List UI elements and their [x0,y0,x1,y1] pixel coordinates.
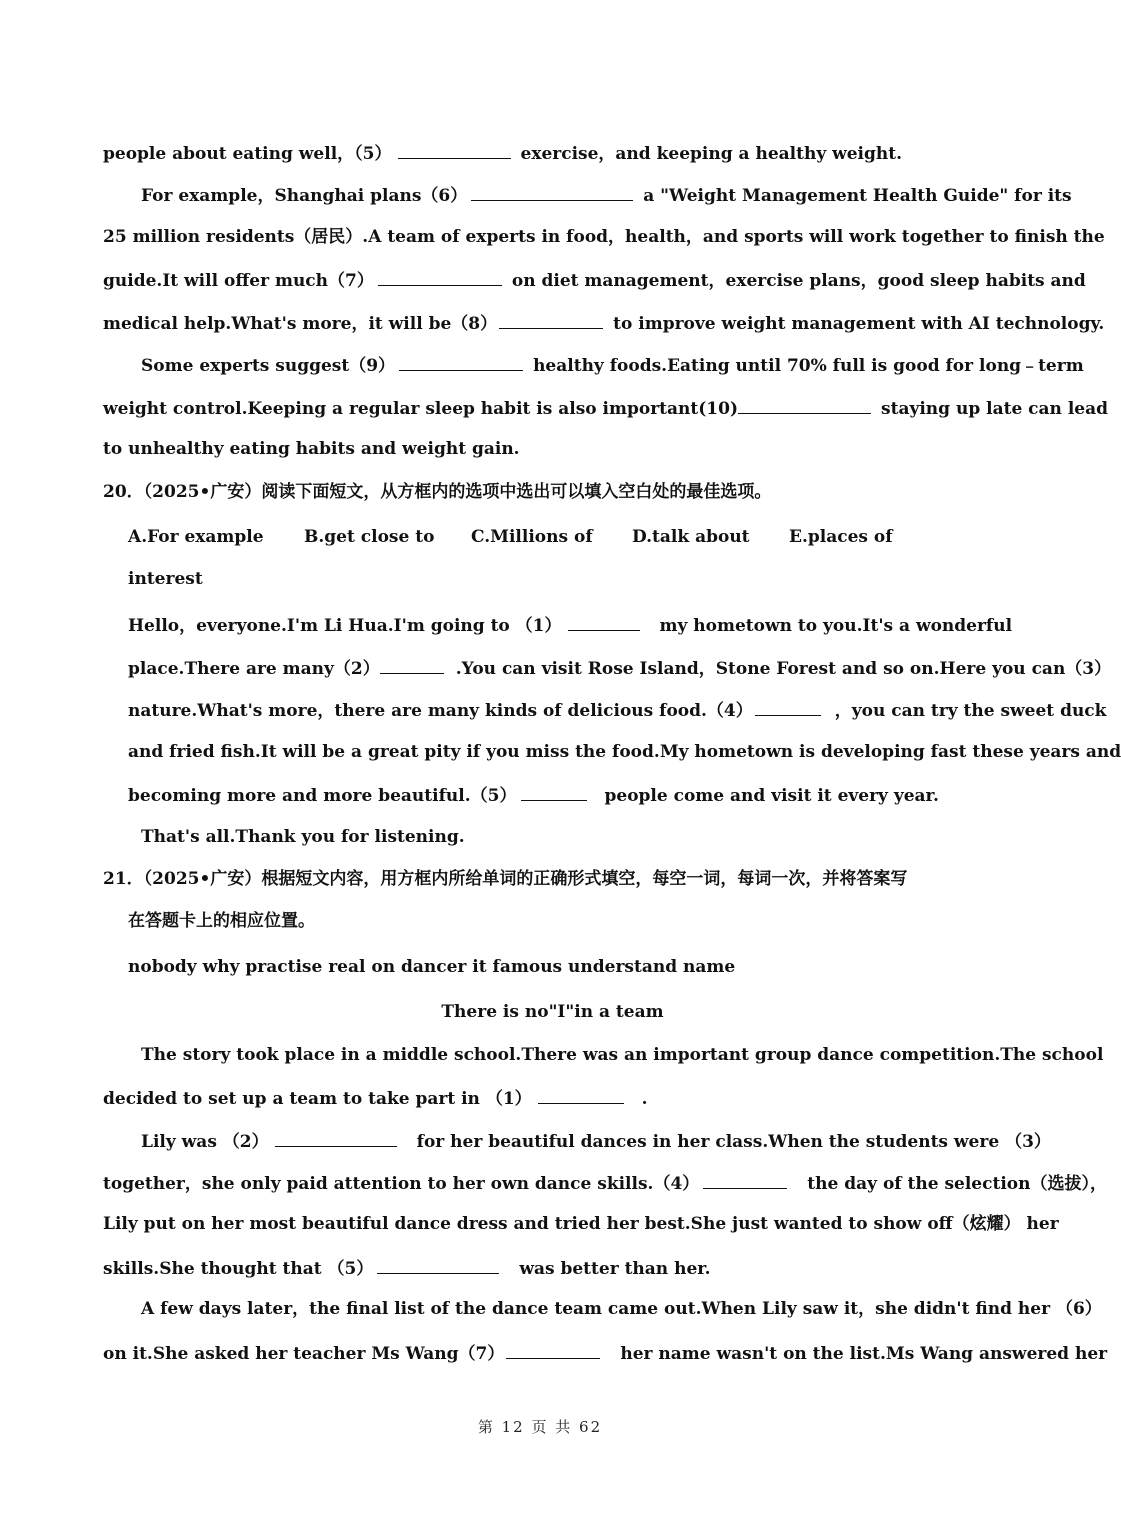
answer-blank[interactable] [738,395,871,414]
text-segment: .You can visit Rose Island，Stone Forest and so on.Here you can（3） [455,659,1112,679]
option-d: D.talk about [632,527,750,547]
text-line: and fried fish.It will be a great pity if you miss the food.My hometown is developing fast these years and [128,742,1121,762]
text-line [103,1255,711,1281]
text-segment: was better than her. [519,1259,711,1279]
page-footer: 第 12 页 共 62 [477,1418,603,1436]
answer-blank[interactable] [471,182,633,201]
text-line [103,267,1086,293]
text-line [141,1128,1051,1154]
text-segment: healthy foods.Eating until 70% full is good for long﹣term [533,356,1084,376]
text-segment: becoming more and more beautiful.（5） [128,786,517,806]
question-heading: 20．（2025•广安）阅读下面短文，从方框内的选项中选出可以填入空白处的最佳选项。 [103,482,772,502]
text-line: That's all.Thank you for listening. [141,827,465,847]
option-e: E.places of [789,527,893,547]
text-line [103,1085,648,1111]
text-segment: decided to set up a team to take part in （1） [103,1089,532,1109]
text-segment: my hometown to you.It's a wonderful [659,616,1013,636]
text-line: 25 million residents（居民）.A team of experts in food，health，and sports will work together to finish the [103,227,1105,247]
option-a: A.For example [128,527,264,547]
text-segment: Hello，everyone.I'm Li Hua.I'm going to （1） [128,616,562,636]
text-segment: for her beautiful dances in her class.When the students were （3） [416,1132,1051,1152]
text-segment: staying up late can lead [881,399,1109,419]
answer-blank[interactable] [755,697,821,716]
answer-blank[interactable] [506,1340,600,1359]
text-line [103,310,1104,336]
options-row [128,525,893,549]
text-segment: . [641,1089,648,1109]
answer-blank[interactable] [378,267,502,286]
answer-blank[interactable] [521,782,587,801]
text-segment: place.There are many（2） [128,659,380,679]
text-segment: Some experts suggest（9） [141,356,396,376]
answer-blank[interactable] [568,612,640,631]
answer-blank[interactable] [399,352,523,371]
text-line [103,395,1108,421]
text-segment: together，she only paid attention to her own dance skills.（4） [103,1174,700,1194]
text-line: Lily put on her most beautiful dance dress and tried her best.She just wanted to show off（炫耀） her [103,1214,1059,1234]
text-segment: medical help.What's more，it will be（8） [103,314,498,334]
answer-blank[interactable] [398,140,511,159]
text-line: to unhealthy eating habits and weight gain. [103,439,520,459]
text-line [103,1340,1107,1366]
option-b: B.get close to [304,527,435,547]
question-heading-cont: 在答题卡上的相应位置。 [128,911,315,931]
text-segment: to improve weight management with AI technology. [613,314,1105,334]
text-segment: the day of the selection（选拔）， [807,1174,1107,1194]
text-line [128,697,1106,723]
text-segment: ，you can try the sweet duck [834,701,1107,721]
text-segment: For example，Shanghai plans（6） [141,186,468,206]
options-row-cont: interest [128,569,203,589]
passage-title: There is no"I"in a team [441,1002,664,1022]
text-segment: people come and visit it every year. [604,786,939,806]
answer-blank[interactable] [538,1085,624,1104]
text-line: A few days later，the final list of the dance team came out.When Lily saw it，she didn't find her （6） [141,1299,1102,1319]
text-segment: exercise，and keeping a healthy weight. [520,144,903,164]
answer-blank[interactable] [380,655,444,674]
text-line [141,182,1072,208]
text-line: The story took place in a middle school.There was an important group dance competition.The school [141,1045,1104,1065]
text-line [128,782,939,808]
text-segment: her name wasn't on the list.Ms Wang answered her [620,1344,1108,1364]
text-segment: weight control.Keeping a regular sleep habit is also important(10) [103,399,739,419]
text-line [103,1170,1107,1196]
text-segment: skills.She thought that （5） [103,1259,374,1279]
text-segment: a "Weight Management Health Guide" for its [643,186,1072,206]
option-c: C.Millions of [471,527,593,547]
text-line [141,352,1084,378]
answer-blank[interactable] [377,1255,499,1274]
text-segment: nature.What's more，there are many kinds of delicious food.（4） [128,701,753,721]
text-line [103,140,902,166]
text-segment: people about eating well，（5） [103,144,392,164]
text-segment: guide.It will offer much（7） [103,271,374,291]
answer-blank[interactable] [275,1128,397,1147]
question-heading: 21．（2025•广安）根据短文内容，用方框内所给单词的正确形式填空，每空一词，每词一次，并将答案写 [103,869,908,889]
text-line [128,612,1012,638]
text-line [128,655,1111,681]
text-segment: on it.She asked her teacher Ms Wang（7） [103,1344,505,1364]
word-box: nobody why practise real on dancer it famous understand name [128,957,736,977]
answer-blank[interactable] [703,1170,787,1189]
text-segment: on diet management，exercise plans，good sleep habits and [511,271,1086,291]
text-segment: Lily was （2） [141,1132,269,1152]
answer-blank[interactable] [499,310,603,329]
